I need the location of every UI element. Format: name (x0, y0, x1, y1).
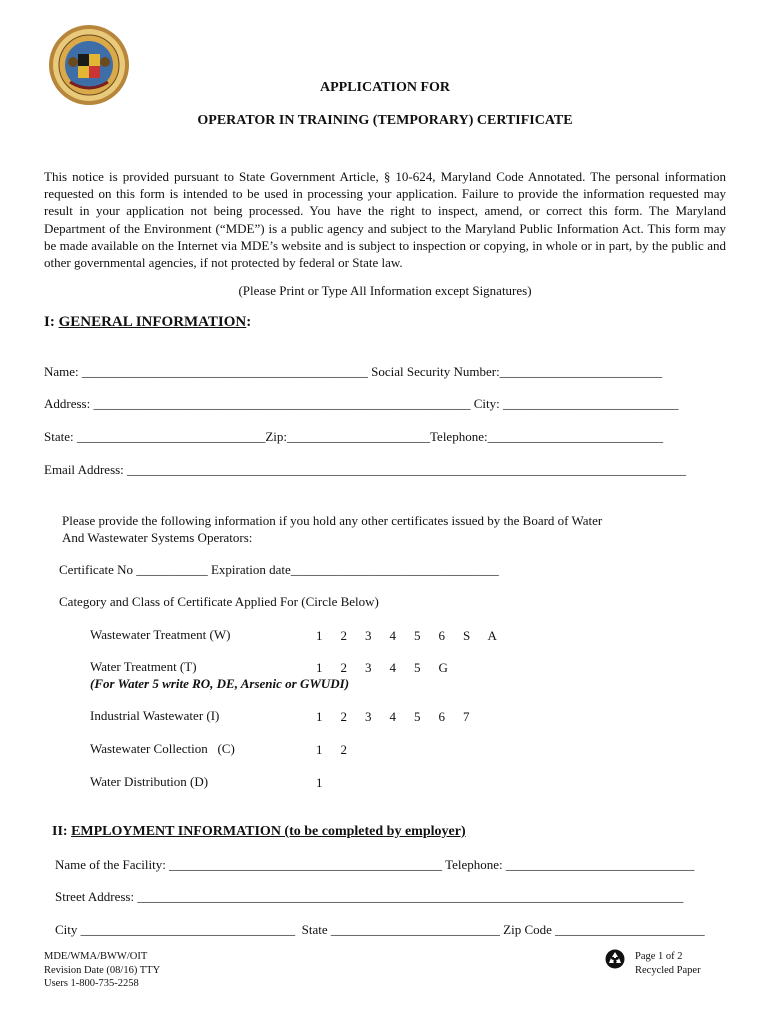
class-option[interactable]: 1 (316, 660, 323, 675)
address-city-field-line[interactable]: Address: __________________________________________________________ City: ___________________________ (44, 396, 679, 411)
class-option[interactable]: 1 (316, 709, 323, 724)
class-option[interactable]: 2 (340, 709, 347, 724)
category-wastewater-collection-label: Wastewater Collection (C) (90, 741, 235, 756)
category-wastewater-treatment-classes (316, 627, 512, 645)
form-title-line2: OPERATOR IN TRAINING (TEMPORARY) CERTIFICATE (197, 113, 573, 128)
water-treatment-note: (For Water 5 write RO, DE, Arsenic or GWUDI) (90, 676, 350, 691)
category-industrial-wastewater-classes (316, 708, 488, 726)
print-instruction: (Please Print or Type All Information except Signatures) (238, 283, 532, 298)
class-option[interactable]: 4 (389, 709, 396, 724)
class-option[interactable]: 5 (414, 660, 421, 675)
class-option[interactable]: 2 (340, 628, 347, 643)
class-option[interactable]: 4 (389, 660, 396, 675)
category-heading: Category and Class of Certificate Applied For (Circle Below) (59, 594, 379, 609)
class-option[interactable]: 6 (438, 709, 445, 724)
class-option[interactable]: 3 (365, 628, 372, 643)
other-certificates-text-2: And Wastewater Systems Operators: (62, 530, 253, 545)
name-ssn-field-line[interactable]: Name: ____________________________________________ Social Security Number:_________________________ (44, 364, 663, 379)
city-state-zip-field-line[interactable]: City _________________________________ State __________________________ Zip Code _______________________ (55, 922, 705, 937)
privacy-notice: This notice is provided pursuant to State Government Article, § 10-624, Maryland Code Annotated. The personal information requested on this form is intended to be used in processing your application. Failure to provide the information requested may result in your application not being processed. You have the right to inspect, amend, or correct this form. The Maryland Department of the Environment (“MDE”) is a public agency and subject to the Maryland Public Information Act. This form may be made available on the Internet via MDE’s website and is subject to inspection or copying, in whole or in part, by the public and other governmental agencies, if not protected by federal or State law. (44, 169, 726, 271)
footer-form-info (44, 950, 160, 991)
class-option[interactable]: 1 (316, 775, 323, 790)
footer-form-code: MDE/WMA/BWW/OIT (44, 951, 148, 962)
certificate-expiration-field-line[interactable]: Certificate No ___________ Expiration date________________________________ (59, 562, 499, 577)
class-option[interactable]: G (438, 660, 448, 675)
category-water-treatment-label: Water Treatment (T) (90, 659, 197, 674)
class-option[interactable]: 5 (414, 709, 421, 724)
class-option[interactable]: S (463, 628, 471, 643)
category-water-treatment-classes (316, 659, 463, 677)
category-wastewater-collection-classes (316, 741, 365, 759)
section1-heading: I: GENERAL INFORMATION: (44, 314, 252, 330)
class-option[interactable]: 1 (316, 628, 323, 643)
email-field-line[interactable]: Email Address: ______________________________________________________________________________________ (44, 462, 687, 477)
form-title-line1: APPLICATION FOR (319, 80, 451, 95)
class-option[interactable]: 2 (340, 660, 347, 675)
recycled-paper-label: Recycled Paper (635, 964, 701, 976)
recycle-icon (605, 949, 625, 969)
category-industrial-wastewater-label: Industrial Wastewater (I) (90, 708, 220, 723)
facility-telephone-field-line[interactable]: Name of the Facility: __________________________________________ Telephone: _____________________________ (55, 857, 695, 872)
class-option[interactable]: 6 (438, 628, 445, 643)
class-option[interactable]: 1 (316, 742, 323, 757)
category-wastewater-treatment-label: Wastewater Treatment (W) (90, 627, 231, 642)
class-option[interactable]: A (487, 628, 497, 643)
footer-revision-date: Revision Date (08/16) TTY (44, 964, 161, 976)
class-option[interactable]: 3 (365, 709, 372, 724)
class-option[interactable]: 5 (414, 628, 421, 643)
class-option[interactable]: 4 (389, 628, 396, 643)
class-option[interactable]: 2 (340, 742, 347, 757)
category-water-distribution-classes (316, 774, 341, 792)
footer-page-info (635, 950, 701, 977)
class-option[interactable]: 7 (463, 709, 470, 724)
footer-tty: Users 1-800-735-2258 (44, 978, 139, 989)
street-address-field-line[interactable]: Street Address: ____________________________________________________________________________________ (55, 889, 684, 904)
state-zip-telephone-field-line[interactable]: State: _____________________________Zip:______________________Telephone:___________________________ (44, 429, 664, 444)
other-certificates-text-1: Please provide the following information if you hold any other certificates issued by the Board of Water (62, 513, 603, 528)
page-number: Page 1 of 2 (635, 951, 683, 962)
category-water-distribution-label: Water Distribution (D) (90, 774, 209, 789)
section2-heading: II: EMPLOYMENT INFORMATION (to be completed by employer) (52, 824, 466, 839)
class-option[interactable]: 3 (365, 660, 372, 675)
